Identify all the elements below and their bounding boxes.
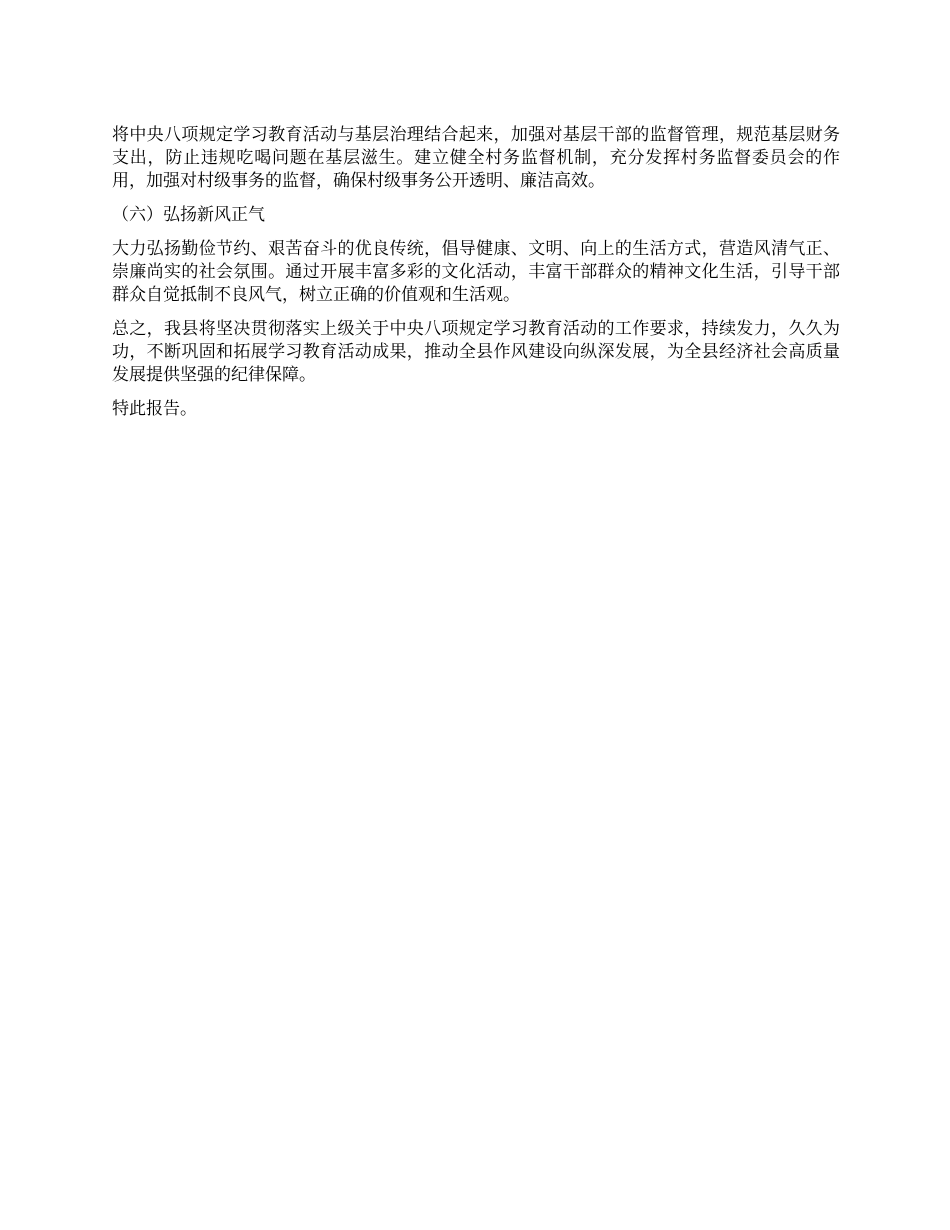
closing-statement: 特此报告。 (112, 399, 197, 419)
paragraph-grassroots-governance: 将中央八项规定学习教育活动与基层治理结合起来，加强对基层干部的监督管理，规范基层财务支出，防止违规吃喝问题在基层滋生。建立健全村务监督机制，充分发挥村务监督委员会的作用，加强对村级事务的监督，确保村级事务公开透明、廉洁高效。 (112, 125, 840, 191)
document-body (112, 124, 840, 432)
paragraph-promote-new-customs: 大力弘扬勤俭节约、艰苦奋斗的优良传统，倡导健康、文明、向上的生活方式，营造风清气正、崇廉尚实的社会氛围。通过开展丰富多彩的文化活动，丰富干部群众的精神文化生活，引导干部群众自觉抵制不良风气，树立正确的价值观和生活观。 (112, 239, 840, 305)
paragraph-conclusion: 总之，我县将坚决贯彻落实上级关于中央八项规定学习教育活动的工作要求，持续发力，久久为功，不断巩固和拓展学习教育活动成果，推动全县作风建设向纵深发展，为全县经济社会高质量发展提供坚强的纪律保障。 (112, 319, 840, 385)
section-heading-new-customs: （六）弘扬新风正气 (112, 205, 265, 225)
